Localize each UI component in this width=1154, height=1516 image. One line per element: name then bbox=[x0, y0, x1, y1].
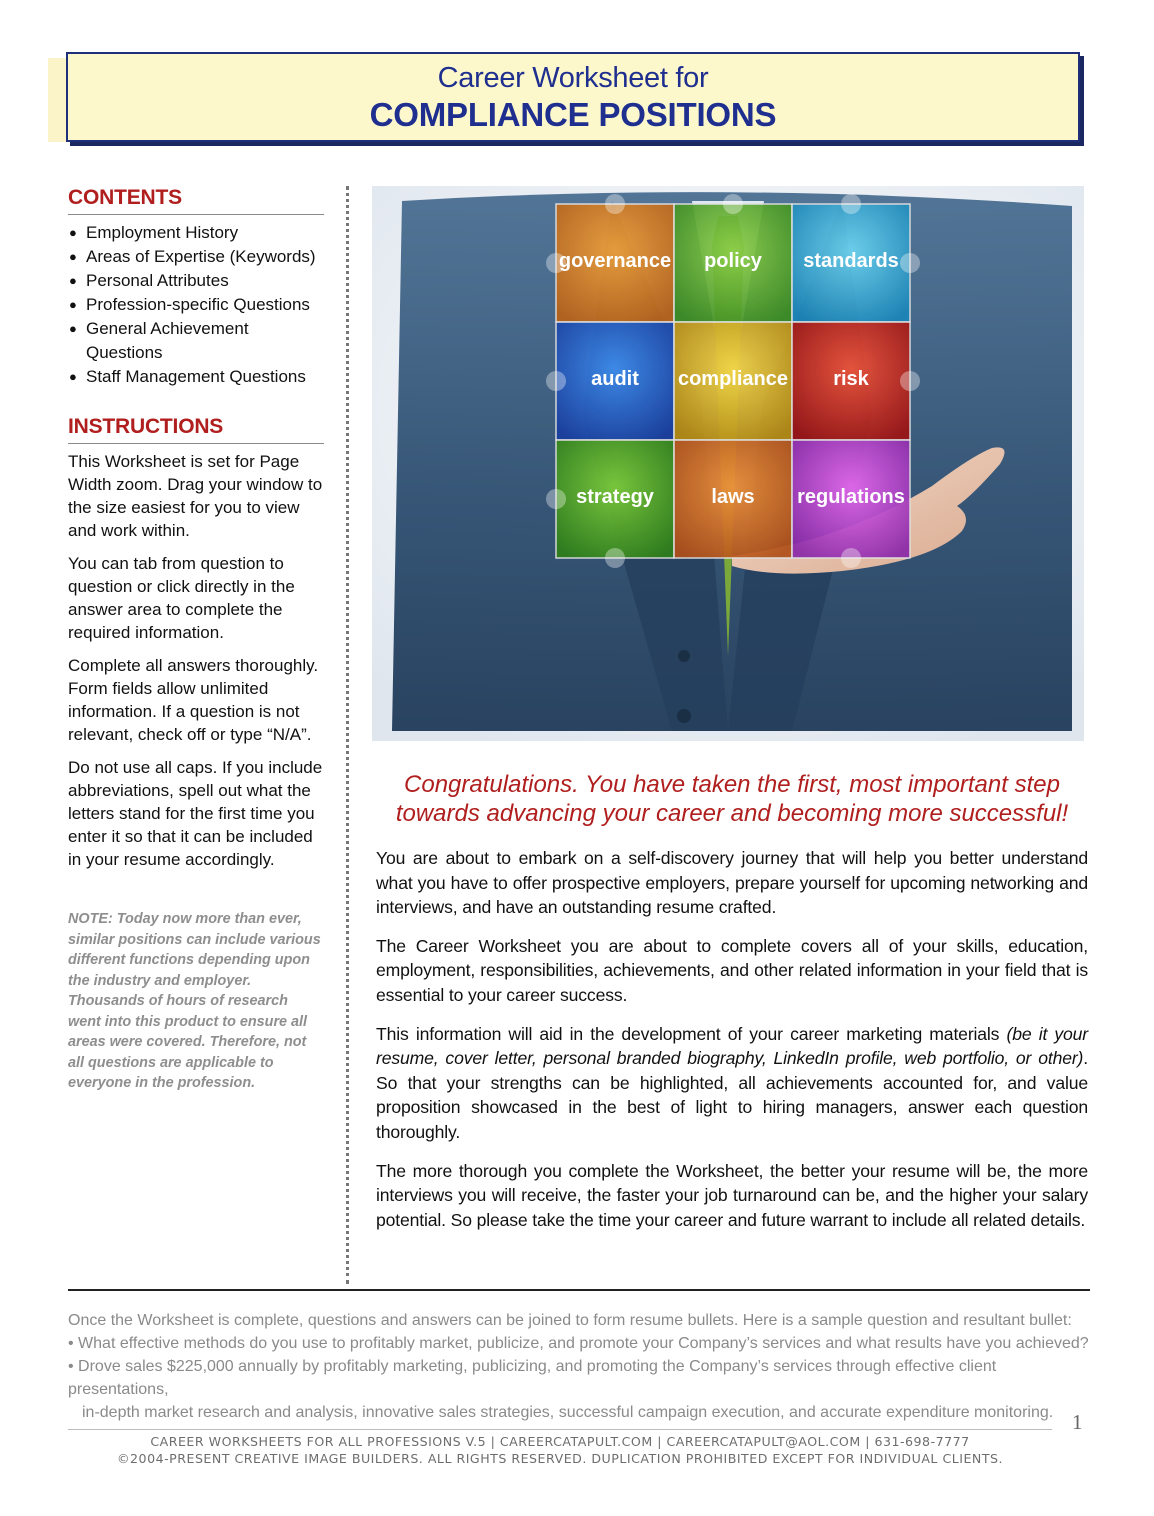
note-label: NOTE: bbox=[68, 911, 113, 927]
bullet-icon: ● bbox=[69, 321, 77, 336]
sample-bullet-line1: • Drove sales $225,000 annually by profitably marketing, publicizing, and promoting the Company’s services through effective client presentations, bbox=[68, 1358, 997, 1398]
bullet-icon: ● bbox=[69, 369, 77, 384]
contents-item-label: Employment History bbox=[86, 223, 239, 242]
contents-item-label: General Achievement Questions bbox=[86, 319, 249, 362]
intro-paragraph-4: The more thorough you complete the Worksheet, the better your resume will be, the more interviews you will receive, the faster your job turnaround can be, and the higher your salary potential. So please take the time your career and future warrant to include all related details. bbox=[376, 1160, 1088, 1230]
instruction-paragraph: This Worksheet is set for Page Width zoom. Drag your window to the size easiest for you to view and work within. bbox=[68, 452, 323, 540]
instructions bbox=[68, 450, 324, 871]
contents-list bbox=[68, 221, 324, 389]
sample-intro: Once the Worksheet is complete, questions and answers can be joined to form resume bullets. Here is a sample question and resultant bullet: bbox=[68, 1312, 1072, 1329]
intro-paragraph-1: You are about to embark on a self-discovery journey that will help you better understand what you have to offer prospective employers, prepare yourself for upcoming networking and interviews, and have an outstanding resume crafted. bbox=[376, 848, 1088, 918]
sample-bullet-line2: in-depth market research and analysis, innovative sales strategies, successful campaign execution, and accurate expenditure monitoring. bbox=[82, 1404, 1054, 1421]
section-divider bbox=[68, 1289, 1090, 1291]
puzzle-label: strategy bbox=[576, 486, 654, 508]
bullet-icon: ● bbox=[69, 273, 77, 288]
bullet-icon: ● bbox=[69, 297, 77, 312]
hero-illustration bbox=[372, 186, 1084, 741]
contents-item[interactable] bbox=[68, 293, 324, 317]
instruction-paragraph: Complete all answers thoroughly. Form fields allow unlimited information. If a question is not relevant, check off or type “N/A”. bbox=[68, 656, 319, 744]
puzzle-label: regulations bbox=[797, 486, 905, 508]
contents-item-label: Profession-specific Questions bbox=[86, 295, 310, 314]
contents-item-label: Personal Attributes bbox=[86, 271, 229, 290]
contents-item-label: Areas of Expertise (Keywords) bbox=[86, 247, 316, 266]
para3-text-after: . So that your strengths can be highlighted, all achievements accounted for, and value proposition showcased in the best of light to hiring managers, answer each question thoroughly. bbox=[376, 1048, 1088, 1142]
puzzle-grid bbox=[546, 194, 920, 568]
note-text: Today now more than ever, similar positions can include various different functions depending upon the industry and employer. Thousands of hours of research went into this product to ensure all areas were covered. Therefore, not all questions are applicable to everyone in the profession. bbox=[68, 911, 321, 1091]
page-title-line2: COMPLIANCE POSITIONS bbox=[369, 96, 777, 133]
bullet-icon: ● bbox=[69, 225, 77, 240]
sidebar bbox=[68, 186, 324, 1094]
sample-bullet-block bbox=[68, 1309, 1098, 1424]
intro-paragraph-2: The Career Worksheet you are about to complete covers all of your skills, education, employment, responsibilities, achievements, and other related information in your field that is essential to your career success. bbox=[376, 935, 1088, 1005]
contents-item[interactable] bbox=[68, 221, 324, 245]
contents-item[interactable] bbox=[68, 269, 324, 293]
congrats-line2: towards advancing your career and becoming more successful! bbox=[395, 800, 1069, 827]
congratulations-heading bbox=[376, 770, 1088, 828]
footer bbox=[60, 1433, 1060, 1467]
instruction-paragraph: Do not use all caps. If you include abbreviations, spell out what the letters stand for the first time you enter it so that it can be included in your resume accordingly. bbox=[68, 758, 323, 869]
puzzle-label: audit bbox=[591, 368, 639, 390]
puzzle-label: policy bbox=[704, 250, 762, 272]
title-banner bbox=[66, 52, 1080, 142]
note bbox=[68, 909, 324, 1094]
puzzle-label: laws bbox=[711, 486, 755, 508]
para3-text: This information will aid in the development of your career marketing materials bbox=[376, 1023, 1007, 1044]
contents-heading: CONTENTS bbox=[68, 186, 324, 215]
page-number: 1 bbox=[1072, 1410, 1083, 1434]
footer-line2: ©2004-PRESENT CREATIVE IMAGE BUILDERS. ALL RIGHTS RESERVED. DUPLICATION PROHIBITED EXCEPT FOR INDIVIDUAL CLIENTS. bbox=[116, 1451, 1004, 1466]
hero-image bbox=[372, 186, 1084, 741]
puzzle-label: standards bbox=[803, 250, 899, 272]
puzzle-label: compliance bbox=[677, 368, 789, 390]
instructions-heading: INSTRUCTIONS bbox=[68, 415, 324, 444]
contents-item[interactable] bbox=[68, 317, 324, 365]
bullet-icon: ● bbox=[69, 249, 77, 264]
footer-divider bbox=[68, 1429, 1052, 1430]
puzzle-label: risk bbox=[833, 368, 869, 390]
instruction-paragraph: You can tab from question to question or click directly in the answer area to complete the required information. bbox=[68, 554, 295, 642]
intro-paragraph-3 bbox=[376, 1022, 1088, 1145]
para3-italic: (be it your resume, cover letter, personal branded biography, LinkedIn profile, web portfolio, or other) bbox=[376, 1023, 1089, 1069]
puzzle-label: governance bbox=[558, 250, 672, 272]
contents-item[interactable] bbox=[68, 245, 324, 269]
column-divider bbox=[346, 186, 349, 1284]
page-title-line1: Career Worksheet for bbox=[437, 62, 709, 94]
intro-text bbox=[376, 846, 1088, 1246]
contents-item[interactable] bbox=[68, 365, 324, 389]
contents-item-label: Staff Management Questions bbox=[86, 367, 306, 386]
footer-line1: CAREER WORKSHEETS FOR ALL PROFESSIONS V.5 | CAREERCATAPULT.COM | CAREERCATAPULT@AOL.COM | 631-698-7777 bbox=[150, 1434, 970, 1449]
sample-question: • What effective methods do you use to profitably market, publicize, and promote your Company’s services and what results have you achieved? bbox=[68, 1335, 1089, 1352]
congrats-line1: Congratulations. You have taken the first, most important step bbox=[404, 771, 1060, 798]
